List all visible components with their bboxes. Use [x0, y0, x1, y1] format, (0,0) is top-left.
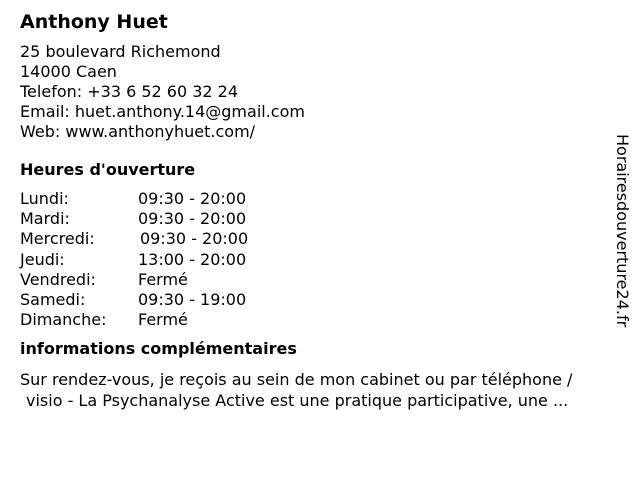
day-label: Mercredi: — [20, 229, 95, 249]
day-label: Jeudi: — [20, 249, 65, 269]
time-value: 09:30 - 20:00 — [138, 189, 247, 208]
time-value: Fermé — [138, 310, 188, 330]
info-line-2: visio - La Psychanalyse Active est une pratique participative, une ... — [26, 391, 569, 411]
address-city: 14000 Caen — [20, 62, 117, 81]
time-value: Fermé — [138, 269, 188, 289]
hours-row-wednesday — [20, 229, 620, 249]
hours-row-friday — [20, 270, 620, 290]
info-heading: informations complémentaires — [20, 339, 297, 359]
info-line-1: Sur rendez-vous, je reçois au sein de mon cabinet ou par téléphone / — [20, 370, 573, 390]
web-line: Web: www.anthonyhuet.com/ — [20, 122, 256, 141]
email-line: Email: huet.anthony.14@gmail.com — [20, 102, 305, 121]
hours-row-monday — [20, 189, 620, 209]
day-label: Samedi: — [20, 289, 86, 309]
time-value: 13:00 - 20:00 — [138, 249, 247, 269]
hours-table — [20, 189, 620, 330]
business-name: Anthony Huet — [20, 11, 168, 33]
business-card — [20, 9, 620, 411]
site-watermark: Horairesdouverture24.fr — [613, 134, 632, 328]
hours-row-saturday — [20, 290, 620, 310]
time-value: 09:30 - 20:00 — [138, 209, 247, 229]
day-label: Dimanche: — [20, 310, 107, 330]
hours-heading: Heures d'ouverture — [20, 160, 196, 179]
day-label: Mardi: — [20, 209, 70, 229]
address-street: 25 boulevard Richemond — [20, 42, 221, 61]
day-label: Vendredi: — [20, 269, 96, 289]
time-value: 09:30 - 20:00 — [140, 229, 249, 249]
info-description — [20, 369, 630, 411]
hours-row-sunday — [20, 310, 620, 330]
phone-line: Telefon: +33 6 52 60 32 24 — [20, 82, 239, 101]
time-value: 09:30 - 19:00 — [138, 289, 247, 309]
hours-row-thursday — [20, 250, 620, 270]
hours-row-tuesday — [20, 209, 620, 229]
day-label: Lundi: — [20, 189, 69, 208]
